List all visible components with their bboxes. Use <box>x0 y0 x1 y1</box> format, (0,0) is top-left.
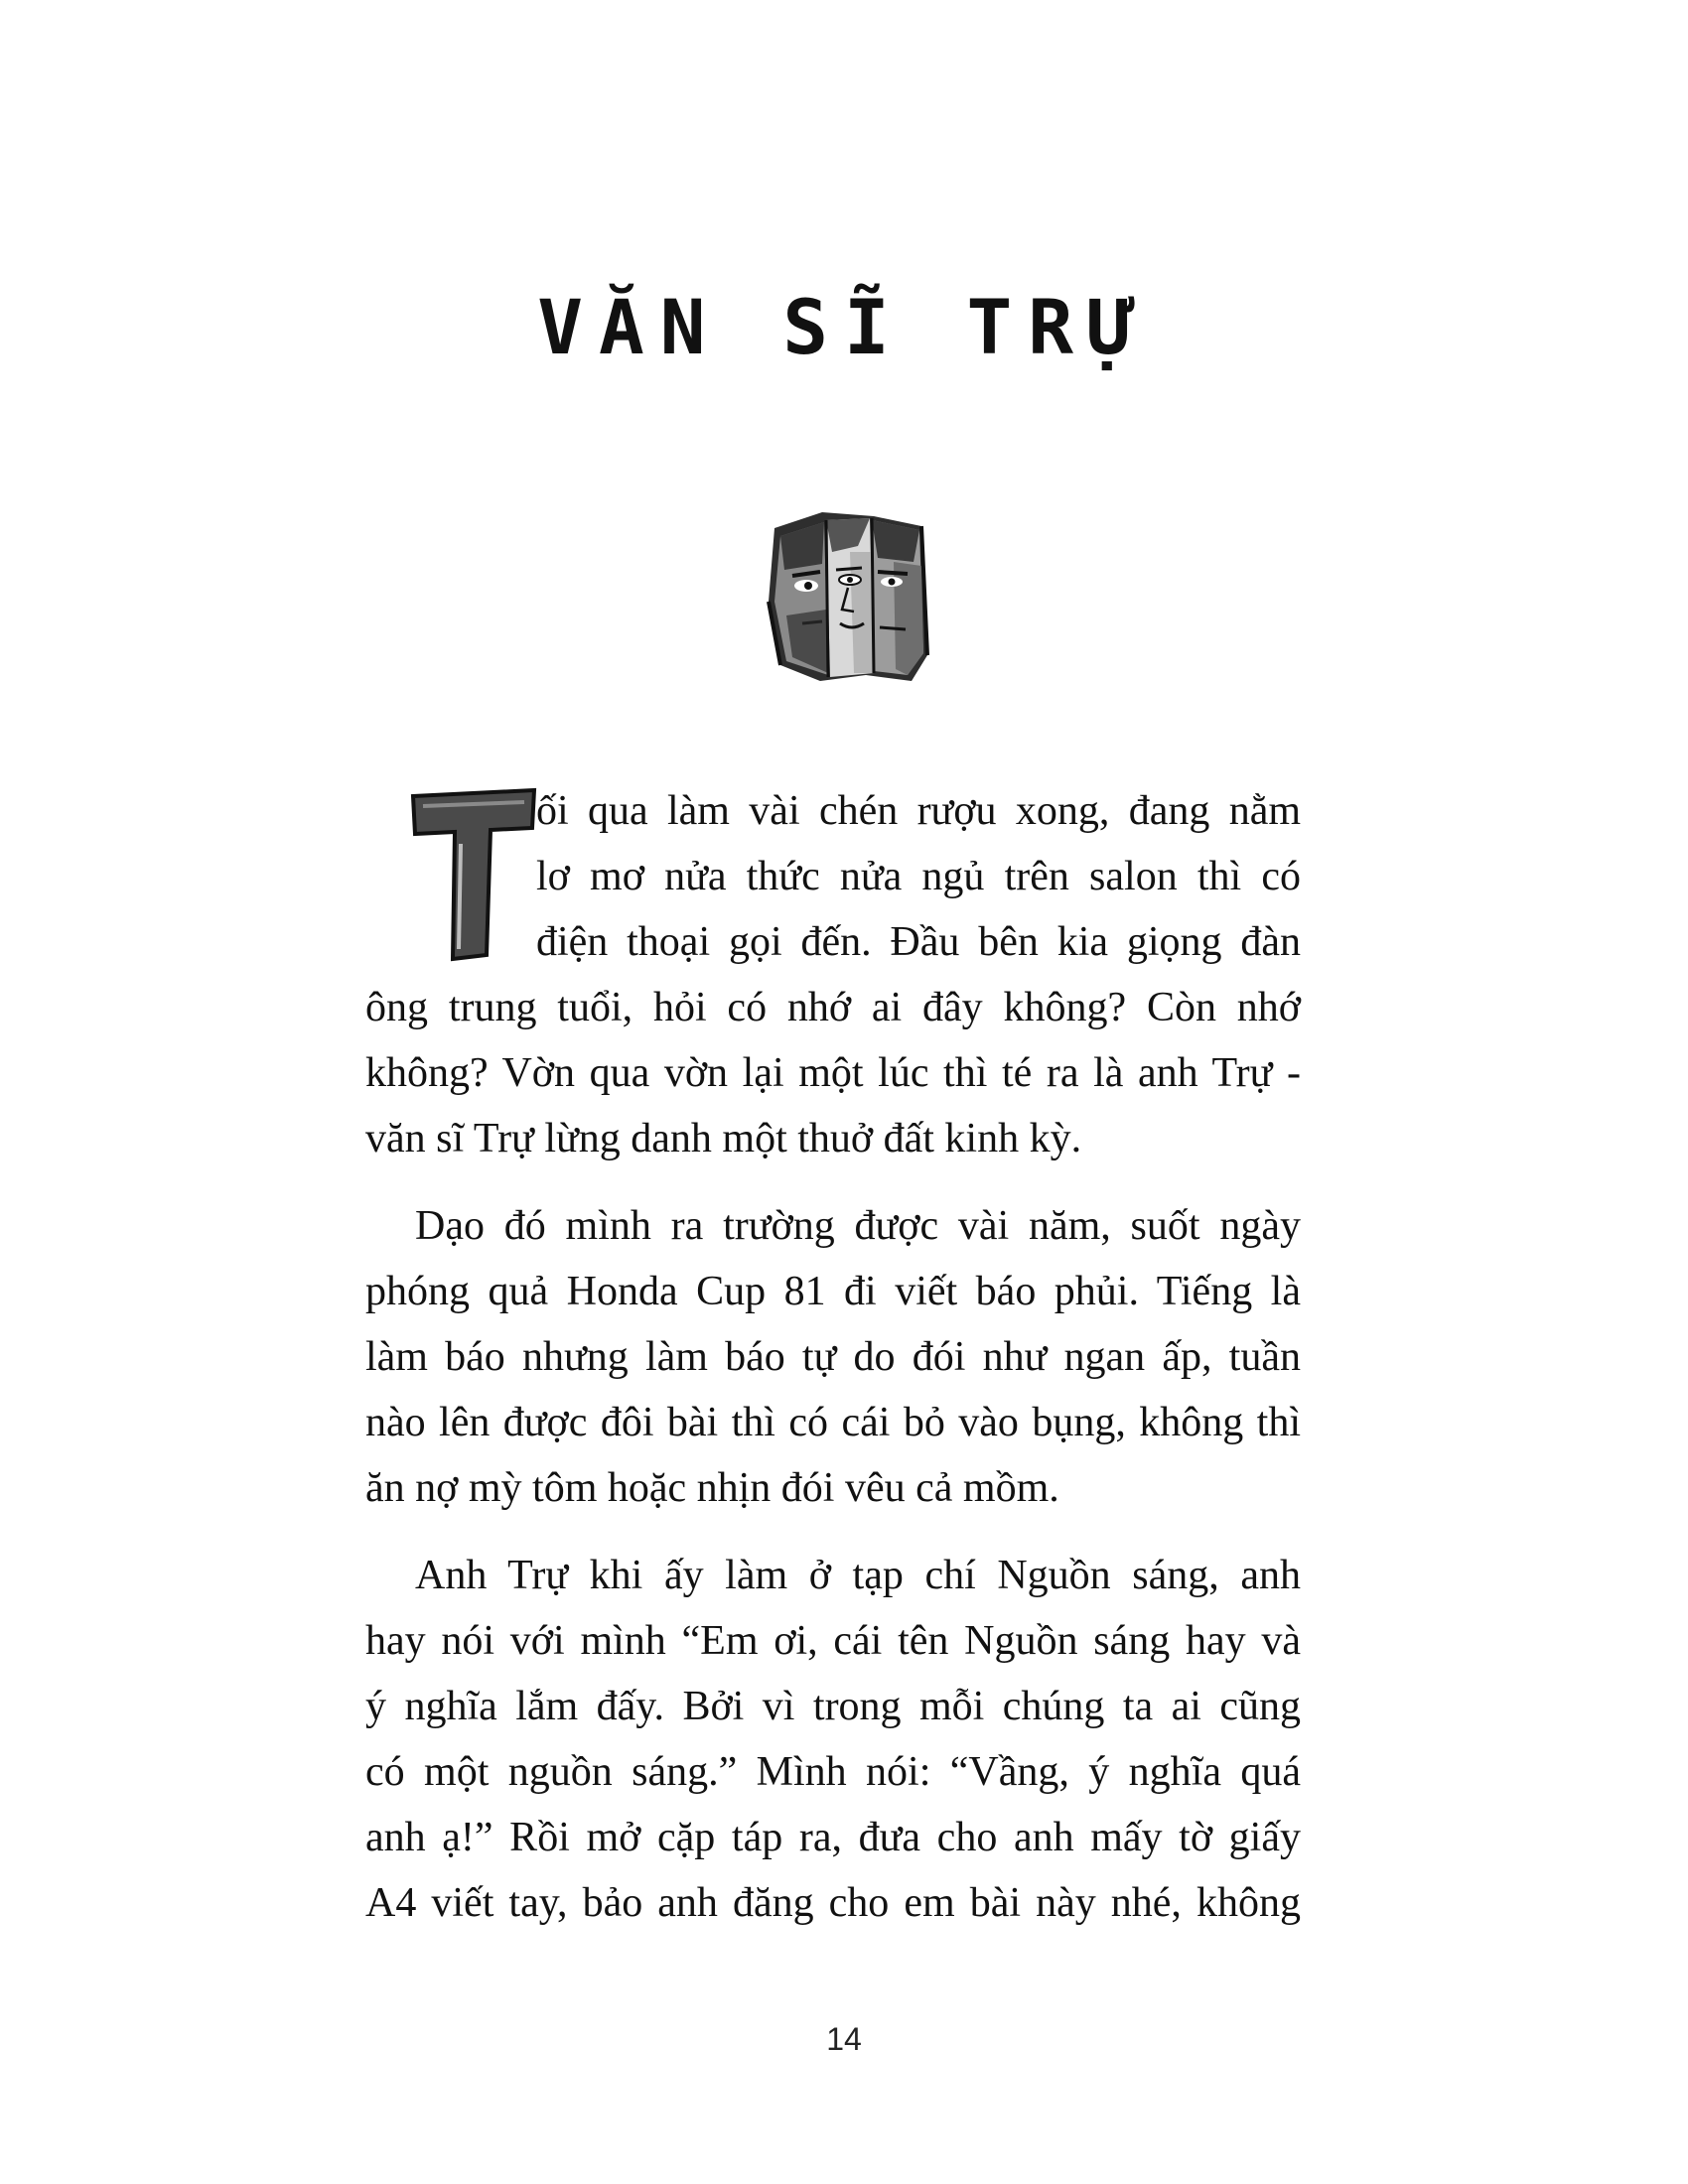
text-line: ăn nợ mỳ tôm hoặc nhịn đói vêu cả mồm. <box>365 1465 1059 1511</box>
text-line: có một nguồn sáng.” Mình nói: “Vầng, ý nghĩa quá <box>365 1749 1301 1795</box>
page-number: 14 <box>826 2021 862 2057</box>
text-line: điện thoại gọi đến. Đầu bên kia giọng đàn <box>536 919 1301 965</box>
text-line: văn sĩ Trự lừng danh một thuở đất kinh kỳ. <box>365 1116 1082 1161</box>
text-line: ối qua làm vài chén rượu xong, đang nằm <box>536 788 1301 834</box>
text-line: nào lên được đôi bài thì có cái bỏ vào bụng, không thì <box>365 1400 1301 1445</box>
text-line: làm báo nhưng làm báo tự do đói như ngan ấp, tuần <box>365 1334 1301 1380</box>
text-line: phóng quả Honda Cup 81 đi viết báo phủi. Tiếng là <box>365 1269 1301 1314</box>
body-text <box>365 778 1301 1930</box>
text-line: Dạo đó mình ra trường được vài năm, suốt ngày <box>415 1203 1301 1249</box>
three-faces-cubist-icon <box>763 506 933 683</box>
text-line: A4 viết tay, bảo anh đăng cho em bài này nhé, không <box>365 1880 1301 1926</box>
text-line: ý nghĩa lắm đấy. Bởi vì trong mỗi chúng ta ai cũng <box>365 1684 1301 1729</box>
text-line: hay nói với mình “Em ơi, cái tên Nguồn sáng hay và <box>365 1618 1301 1664</box>
text-line: Anh Trự khi ấy làm ở tạp chí Nguồn sáng, anh <box>415 1553 1301 1598</box>
text-line: anh ạ!” Rồi mở cặp táp ra, đưa cho anh mấy tờ giấy <box>365 1815 1301 1860</box>
text-line: không? Vờn qua vờn lại một lúc thì té ra là anh Trự - <box>365 1050 1301 1096</box>
drop-cap-letter: T <box>470 895 478 906</box>
text-line: ông trung tuổi, hỏi có nhớ ai đây không? Còn nhớ <box>365 985 1301 1030</box>
chapter-title: VĂN SĨ TRỰ <box>537 283 1151 371</box>
text-line: lơ mơ nửa thức nửa ngủ trên salon thì có <box>536 854 1301 899</box>
